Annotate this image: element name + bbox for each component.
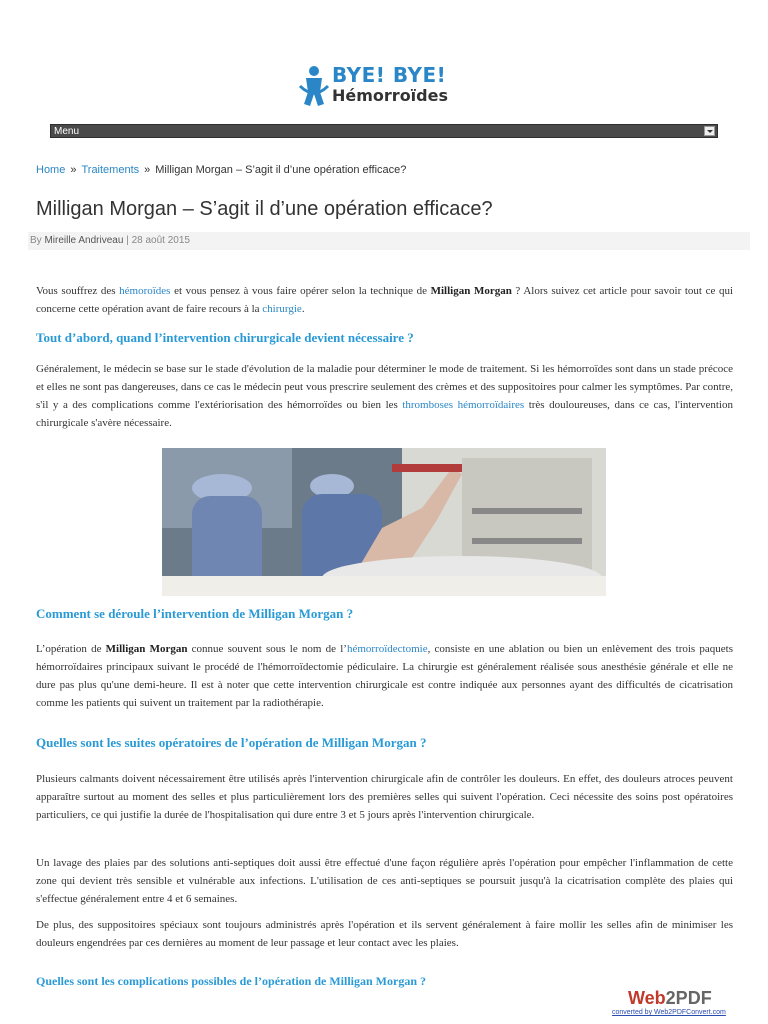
person-icon (298, 64, 330, 108)
menu-bar[interactable] (50, 124, 718, 138)
breadcrumb (36, 164, 406, 176)
breadcrumb-separator: » (144, 164, 151, 176)
paragraph-5: De plus, des suppositoires spéciaux sont toujours administrés après l'opération et ils servent généralement à faire mollir les selles afin de minimiser les douleurs engendrées par ces dernières au moment de leur passage et leur contact avec les plaies. (36, 919, 733, 949)
web2pdf-watermark[interactable] (612, 988, 742, 1018)
article-meta (28, 232, 750, 250)
link-thromboses[interactable]: thromboses hémorroïdaires (402, 399, 525, 411)
paragraph-1 (36, 360, 733, 432)
watermark-brand-b: 2PDF (665, 988, 712, 1008)
breadcrumb-separator: » (70, 164, 77, 176)
link-chirurgie[interactable]: chirurgie (262, 303, 302, 315)
text-run: Généralement, le médecin se base sur le stade d'évolution de la maladie pour déterminer le mode de traitement. Si les hémorroïdes sont dans un stade précoce et elles ne sont pas dangereuses, dans ce cas le médecin peut vous prescrire seulement des crèmes et des suppositoires pour calmer les symptômes. Par contre, s'il y a des complications comme l'extériorisation des hémorroïdes ou bien les (36, 363, 733, 411)
text-run: , consiste en une ablation ou bien un enlèvement des trois paquets hémorroïdaires principaux suivant le procédé de l'hémorroïdectomie pédiculaire. La chirurgie est généralement réalisée sous anesthésie générale et elle ne dure pas plus qu'une demi-heure. Il est à noter que cette intervention chirurgicale est contre indiquée aux personnes ayant des difficultés de cicatrisation comme les patients qui suivent un traitement par la radiothérapie. (36, 643, 733, 709)
author-link[interactable]: Mireille Andriveau (44, 235, 124, 246)
text-run: ? Alors suivez cet article pour savoir tout ce qui concerne cette opération avant de faire recours à la (36, 285, 733, 315)
section-heading-3: Quelles sont les suites opératoires de l’opération de Milligan Morgan ? (36, 735, 427, 750)
text-run: L’opération de (36, 643, 106, 655)
paragraph-3: Plusieurs calmants doivent nécessairement être utilisés après l'intervention chirurgicale afin de contrôler les douleurs. En effet, des douleurs atroces peuvent apparaître surtout au moment des selles et plus particulièrement lors des premières selles qui suivent l'opération. Ceci nécessite des soins post opératoires particuliers, ce qui justifie la durée de l'hospitalisation qui dure entre 3 et 5 jours après l'intervention chirurgicale. (36, 773, 733, 821)
text-run: . (301, 303, 305, 315)
logo-text-line1: BYE! BYE! (332, 63, 447, 87)
menu-label: Menu (54, 126, 80, 137)
bold-milligan-morgan: Milligan Morgan (105, 643, 188, 655)
watermark-logo (628, 988, 712, 1009)
meta-by: By (30, 235, 42, 246)
paragraph-2 (36, 640, 733, 712)
dropdown-arrow-icon[interactable] (704, 126, 715, 136)
logo-text-line2: Hémorroïdes (332, 86, 448, 105)
text-run: connue souvent sous le nom de l’ (187, 643, 347, 655)
watermark-brand-a: Web (628, 988, 666, 1008)
breadcrumb-current: Milligan Morgan – S’agit il d’une opération efficace? (155, 164, 407, 176)
bold-milligan-morgan: Milligan Morgan (430, 285, 512, 297)
breadcrumb-home-link[interactable]: Home (36, 164, 66, 176)
page-title: Milligan Morgan – S’agit il d’une opération efficace? (36, 198, 493, 220)
surgery-photo (162, 448, 606, 596)
meta-separator: | (126, 235, 129, 246)
link-hemorroidectomie[interactable]: hémorroïdectomie (346, 643, 428, 655)
site-logo[interactable] (298, 64, 468, 110)
text-run: et vous pensez à vous faire opérer selon la technique de (170, 285, 431, 297)
section-heading-1: Tout d’abord, quand l’intervention chirurgicale devient nécessaire ? (36, 330, 414, 345)
paragraph-4: Un lavage des plaies par des solutions anti-septiques doit aussi être effectué d'une façon régulière après l'opération pour empêcher l'inflammation de cette zone qui devient très sensible et vulnérable aux infections. L'utilisation de ces anti-septiques se poursuit jusqu'à la cicatrisation complète des plaies qui s'effectue généralement entre 4 et 6 semaines. (36, 857, 733, 905)
watermark-caption[interactable]: converted by Web2PDFConvert.com (612, 1009, 726, 1016)
link-hemoroides[interactable]: hémoroïdes (119, 285, 171, 297)
publish-date: 28 août 2015 (131, 235, 190, 246)
text-run: Vous souffrez des (36, 285, 120, 297)
intro-paragraph (36, 282, 733, 318)
breadcrumb-category-link[interactable]: Traitements (81, 164, 140, 176)
text-run: très douloureuses, dans ce cas, l'intervention chirurgicale s'avère nécessaire. (36, 399, 733, 429)
section-heading-2: Comment se déroule l’intervention de Milligan Morgan ? (36, 606, 354, 621)
section-heading-4: Quelles sont les complications possibles de l’opération de Milligan Morgan ? (36, 974, 427, 988)
